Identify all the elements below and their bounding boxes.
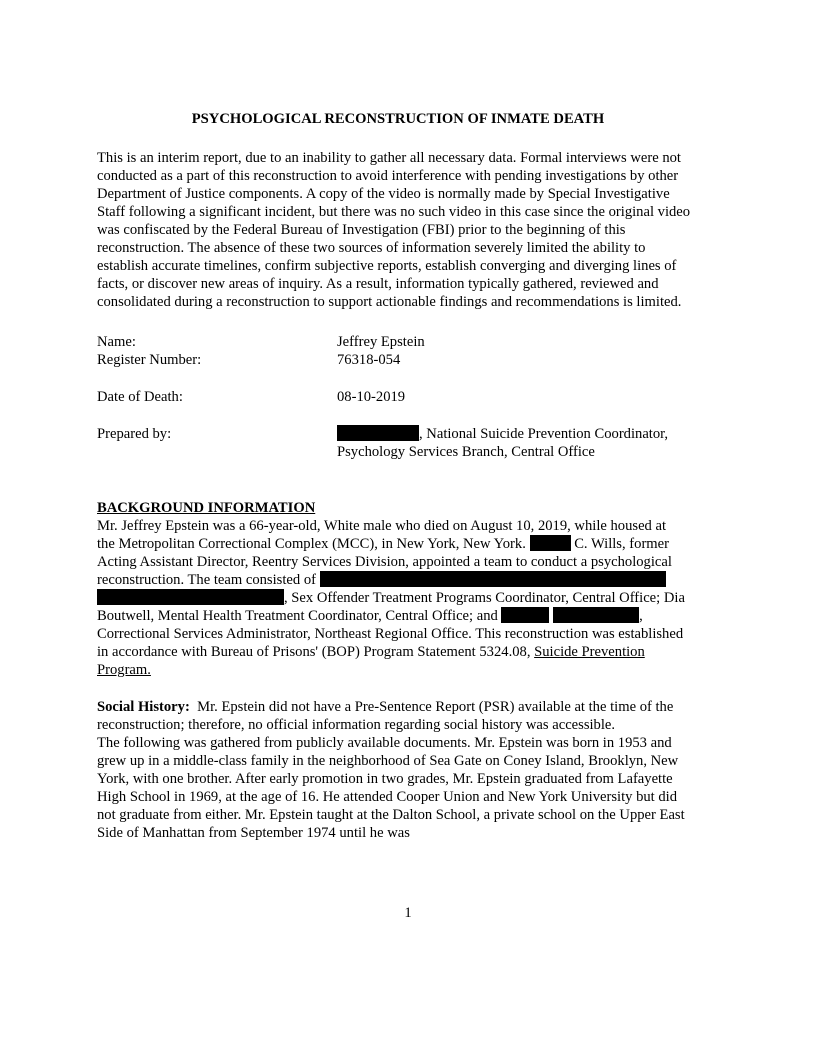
- intro-line: conducted as a part of this reconstruction to avoid interference with pending investigations by other: [97, 168, 679, 184]
- redaction-bar: [97, 589, 284, 605]
- background-line: [97, 535, 669, 553]
- background-text: in accordance with Bureau of Prisons' (BOP) Program Statement 5324.08,: [97, 644, 531, 660]
- redaction-bar: [320, 571, 666, 587]
- social-history-label: Social History:: [97, 699, 190, 715]
- prepared-by-label: Prepared by:: [97, 426, 172, 442]
- intro-line: consolidated during a reconstruction to support actionable findings and recommendations is limited.: [97, 294, 682, 310]
- policy-reference: Suicide Prevention: [534, 644, 645, 660]
- page-number: 1: [404, 905, 412, 921]
- redaction-bar: [530, 535, 571, 551]
- background-line: [97, 643, 645, 661]
- background-line: [97, 589, 685, 607]
- intro-line: This is an interim report, due to an inability to gather all necessary data. Formal interviews were not: [97, 150, 681, 166]
- background-text: C. Wills, former: [574, 536, 669, 552]
- intro-line: Staff following a significant incident, but there was no such video in this case since the original video: [97, 204, 691, 220]
- prepared-by-office: Psychology Services Branch, Central Office: [337, 444, 595, 460]
- date-of-death-value: 08-10-2019: [337, 389, 406, 405]
- background-line: [97, 571, 666, 589]
- policy-reference: Program.: [97, 662, 151, 678]
- social-history-line: The following was gathered from publicly available documents. Mr. Epstein was born in 1953 and: [97, 735, 672, 751]
- background-text: the Metropolitan Correctional Complex (MCC), in New York, New York.: [97, 536, 526, 552]
- social-history-text: Mr. Epstein did not have a Pre-Sentence Report (PSR) available at the time of the: [189, 699, 674, 715]
- background-text: , Sex Offender Treatment Programs Coordinator, Central Office; Dia: [284, 590, 685, 606]
- intro-line: was confiscated by the Federal Bureau of Investigation (FBI) prior to the beginning of this: [97, 222, 626, 238]
- social-history-line: Side of Manhattan from September 1974 until he was: [97, 825, 410, 841]
- intro-line: establish accurate timelines, confirm subjective reports, establish converging and diverging lines of: [97, 258, 677, 274]
- redaction-bar: [501, 607, 549, 623]
- redaction-bar: [337, 425, 419, 441]
- background-line: Acting Assistant Director, Reentry Services Division, appointed a team to conduct a psychological: [97, 554, 672, 570]
- social-history-line: reconstruction; therefore, no official information regarding social history was accessible.: [97, 717, 616, 733]
- social-history-line: High School in 1969, at the age of 16. He attended Cooper Union and New York University but did: [97, 789, 678, 805]
- social-history-line: not graduate from either. Mr. Epstein taught at the Dalton School, a private school on the Upper East: [97, 807, 685, 823]
- name-value: Jeffrey Epstein: [337, 334, 425, 350]
- background-text: Boutwell, Mental Health Treatment Coordinator, Central Office; and: [97, 608, 498, 624]
- background-text: reconstruction. The team consisted of: [97, 572, 316, 588]
- intro-line: reconstruction. The absence of these two sources of information severely limited the ability to: [97, 240, 646, 256]
- date-of-death-label: Date of Death:: [97, 389, 183, 405]
- register-number-label: Register Number:: [97, 352, 202, 368]
- redaction-bar: [553, 607, 639, 623]
- social-history-line: York, with one brother. After early promotion in two grades, Mr. Epstein graduated from Lafayette: [97, 771, 673, 787]
- prepared-by-value: [337, 425, 668, 443]
- intro-line: facts, or discover new areas of inquiry. As a result, information typically gathered, reviewed and: [97, 276, 659, 292]
- background-line: Correctional Services Administrator, Northeast Regional Office. This reconstruction was established: [97, 626, 684, 642]
- document-title: PSYCHOLOGICAL RECONSTRUCTION OF INMATE DEATH: [191, 111, 605, 127]
- background-text: ,: [639, 608, 643, 624]
- prepared-by-title: , National Suicide Prevention Coordinator,: [419, 426, 669, 442]
- intro-line: Department of Justice components. A copy of the video is normally made by Special Investigative: [97, 186, 670, 202]
- social-history-line: grew up in a middle-class family in the neighborhood of Sea Gate on Coney Island, Brooklyn, New: [97, 753, 679, 769]
- name-label: Name:: [97, 334, 136, 350]
- background-line: [97, 607, 643, 625]
- social-history-line: [97, 698, 673, 716]
- background-line: Mr. Jeffrey Epstein was a 66-year-old, White male who died on August 10, 2019, while housed at: [97, 518, 667, 534]
- section-heading: BACKGROUND INFORMATION: [97, 500, 316, 516]
- register-number-value: 76318-054: [337, 352, 401, 368]
